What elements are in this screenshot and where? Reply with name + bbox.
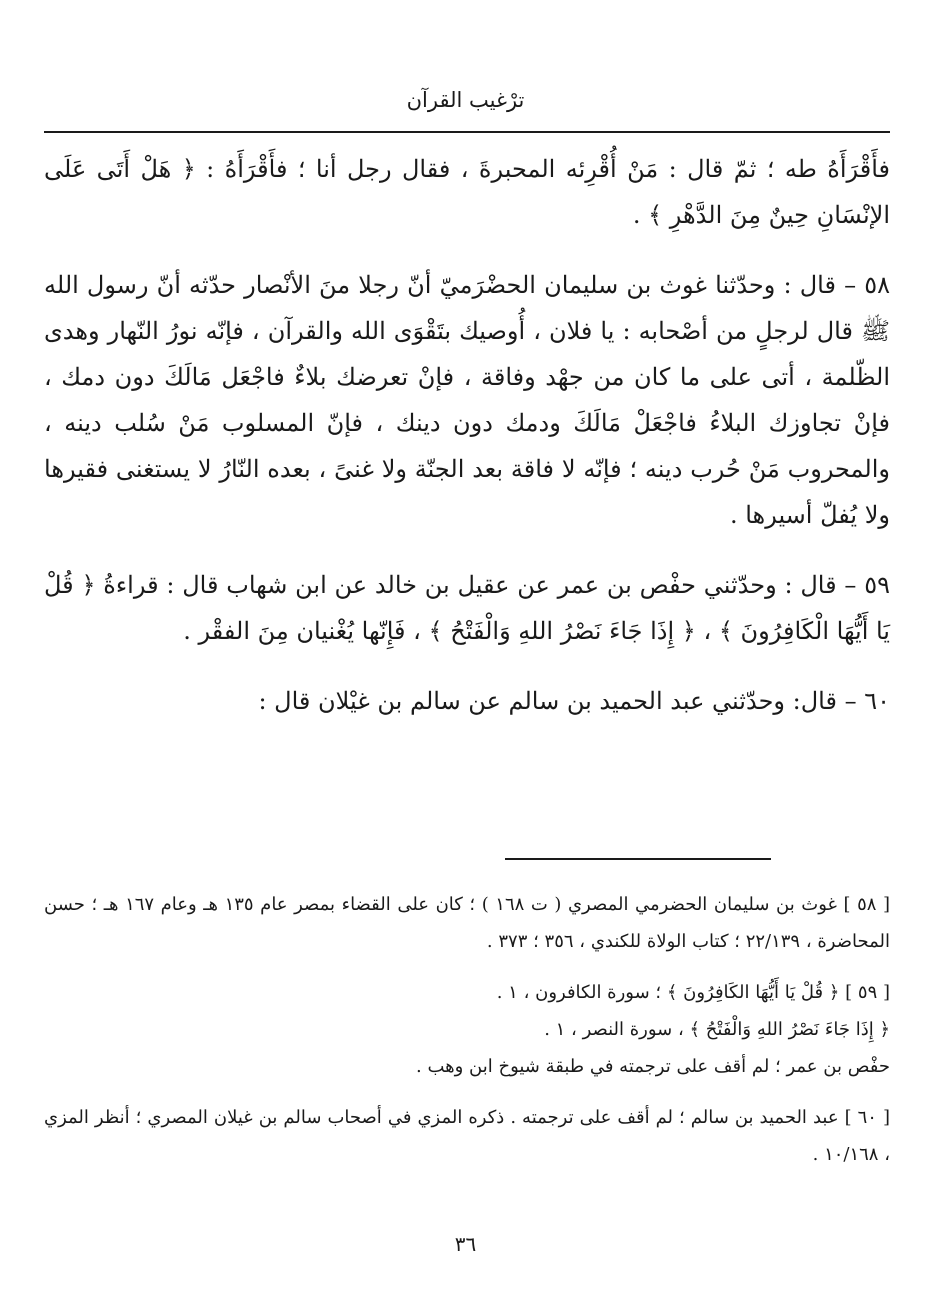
footnote-59 [44, 974, 890, 1085]
paragraph-text: قال : وحدّثنا غوث بن سليمان الحضْرَميّ أنّ رجلا منَ الأنْصار حدّثه أنّ رسول الله ﷺ قال لرجلٍ من أصْحابه : يا فلان ، أُوصيك بتَقْوَى الله والقرآن ، فإنّه نورُ النّهار وهدى الظّلمة ، أتى على ما كان من جهْد وفاقة ، فإنْ تعرضك بلاءٌ فاجْعَل مَالَكَ دون دمك ، فإنْ تجاوزك البلاءُ فاجْعَلْ مَالَكَ ودمك دون دينك ، فإنّ المسلوب مَنْ سُلب دينه ، والمحروب مَنْ حُرب دينه ؛ فإنّه لا فاقة بعد الجنّة ولا غنىً ، بعده النّارُ لا يستغنى فقيرها ولا يُفلّ أسيرها . [44, 271, 890, 529]
footnote-line: ﴿ إِذَا جَاءَ نَصْرُ اللهِ وَالْفَتْحُ ﴾ ، سورة النصر ، ١ . [544, 1019, 890, 1040]
paragraph-text: قال: وحدّثني عبد الحميد بن سالم عن سالم بن غيْلان قال : [258, 687, 837, 715]
paragraph-continuation [44, 146, 890, 238]
paragraph-text: قال : وحدّثني حفْص بن عمر عن عقيل بن خالد عن ابن شهاب قال : قراءةُ ﴿ قُلْ يَا أَيُّهَا الْكَافِرُونَ ﴾ ، ﴿ إِذَا جَاءَ نَصْرُ اللهِ وَالْفَتْحُ ﴾ ، فَإِنّها يُغْنيان مِنَ الفقْر . [44, 571, 890, 645]
paragraph-text: فأَقْرَأَهُ طه ؛ ثمّ قال : مَنْ أُقْرِئه المحبرةَ ، فقال رجل أنا ؛ فأَقْرَأَهُ : ﴿ هَلْ أَتَى عَلَى الإنْسَانِ حِينٌ مِنَ الدَّهْرِ ﴾ . [44, 155, 890, 229]
main-text [44, 146, 890, 724]
running-header: ترْغيب القرآن [406, 88, 525, 112]
footnote-separator [505, 858, 771, 860]
paragraph-59 [44, 562, 890, 654]
footnote-60 [44, 1099, 890, 1173]
footnotes [44, 886, 890, 1173]
paragraph-number: ٥٩ – [844, 571, 890, 599]
paragraph-60 [44, 678, 890, 724]
header-rule [44, 131, 890, 133]
paragraph-number: ٥٨ – [844, 271, 890, 299]
footnote-58 [44, 886, 890, 960]
page-number: ٣٦ [454, 1232, 477, 1256]
paragraph-number: ٦٠ – [844, 687, 890, 715]
footnote-line: حفْص بن عمر ؛ لم أقف على ترجمته في طبقة شيوخ ابن وهب . [416, 1056, 890, 1077]
paragraph-58 [44, 262, 890, 538]
footnote-line: [ ٥٨ ] غوث بن سليمان الحضرمي المصري ( ت ١٦٨ ) ؛ كان على القضاء بمصر عام ١٣٥ هـ وعام ١٦٧ هـ ؛ حسن المحاضرة ، ٢٢/١٣٩ ؛ كتاب الولاة للكندي ، ٣٥٦ ؛ ٣٧٣ . [44, 894, 891, 952]
footnote-line: [ ٦٠ ] عبد الحميد بن سالم ؛ لم أقف على ترجمته . ذكره المزي في أصحاب سالم بن غيلان المصري ؛ أنظر المزي ، ١٠/١٦٨ . [44, 1107, 890, 1165]
footnote-line: [ ٥٩ ] ﴿ قُلْ يَا أَيُّهَا الكَافِرُونَ ﴾ ؛ سورة الكافرون ، ١ . [496, 982, 890, 1003]
